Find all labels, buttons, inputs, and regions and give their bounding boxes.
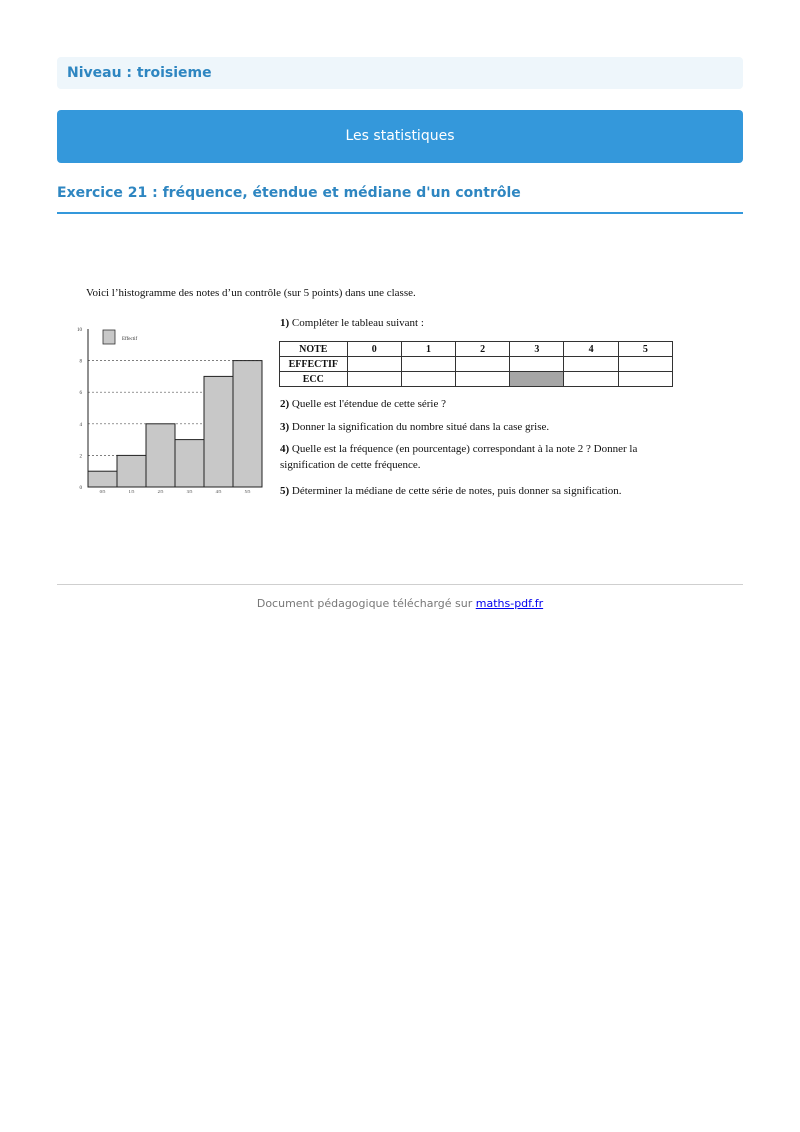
question-3: 3) Donner la signification du nombre situé dans la case grise. [280,421,550,433]
empty-cell [401,372,455,387]
gray-cell [510,372,564,387]
legend-swatch [103,330,115,344]
histogram-chart [66,322,266,498]
table-row-effectif: EFFECTIF [280,357,348,372]
y-tick-label: 10 [77,328,82,333]
empty-cell [564,372,618,387]
question-2: 2) Quelle est l'étendue de cette série ? [280,398,446,410]
note-cell: 0 [347,342,401,357]
histogram-legend [103,330,138,344]
level-label: Niveau : troisieme [57,57,743,89]
empty-cell [618,357,672,372]
x-tick-label: 5/5 [244,489,251,494]
empty-cell [510,357,564,372]
footer-divider [57,584,743,585]
note-cell: 3 [510,342,564,357]
note-cell: 4 [564,342,618,357]
table-header-note: NOTE [280,342,348,357]
histogram-bar [204,376,233,487]
x-tick-label: 3/5 [186,489,193,494]
histogram-bars [88,361,262,487]
y-tick-label: 8 [79,359,82,365]
empty-cell [618,372,672,387]
footer [57,597,743,610]
footer-text: Document pédagogique téléchargé sur [256,597,476,610]
empty-cell [347,372,401,387]
empty-cell [347,357,401,372]
empty-cell [564,357,618,372]
note-cell: 1 [401,342,455,357]
y-tick-label: 2 [79,454,82,460]
x-tick-label: 0/5 [99,489,106,494]
footer-link[interactable]: maths-pdf.fr [475,597,544,610]
empty-cell [456,357,510,372]
question-1: 1) Compléter le tableau suivant : [280,317,424,329]
empty-cell [456,372,510,387]
x-tick-label: 1/5 [128,489,135,494]
note-cell: 2 [456,342,510,357]
table-row-ecc: ECC [280,372,348,387]
empty-cell [401,357,455,372]
histogram-bar [146,424,175,487]
chapter-banner: Les statistiques [57,110,743,163]
histogram-bar [117,455,146,487]
question-4: 4) Quelle est la fréquence (en pourcentage) correspondant à la note 2 ? Donner la signification de cette fréquence. [280,443,638,471]
title-divider [57,212,743,214]
histogram-bar [175,440,204,487]
y-tick-label: 6 [79,391,82,397]
question-5: 5) Déterminer la médiane de cette série de notes, puis donner sa signification. [280,485,622,497]
histogram-bar [233,361,262,487]
y-tick-label: 4 [79,422,82,428]
legend-label: Effectif [122,337,138,342]
x-tick-label: 2/5 [157,489,164,494]
note-cell: 5 [618,342,672,357]
exercise-intro: Voici l’histogramme des notes d’un contrôle (sur 5 points) dans une classe. [86,287,416,299]
histogram-bar [88,471,117,487]
y-tick-label: 0 [79,486,82,491]
x-tick-label: 4/5 [215,489,222,494]
notes-table [279,341,673,387]
exercise-title: Exercice 21 : fréquence, étendue et médiane d'un contrôle [57,185,521,201]
